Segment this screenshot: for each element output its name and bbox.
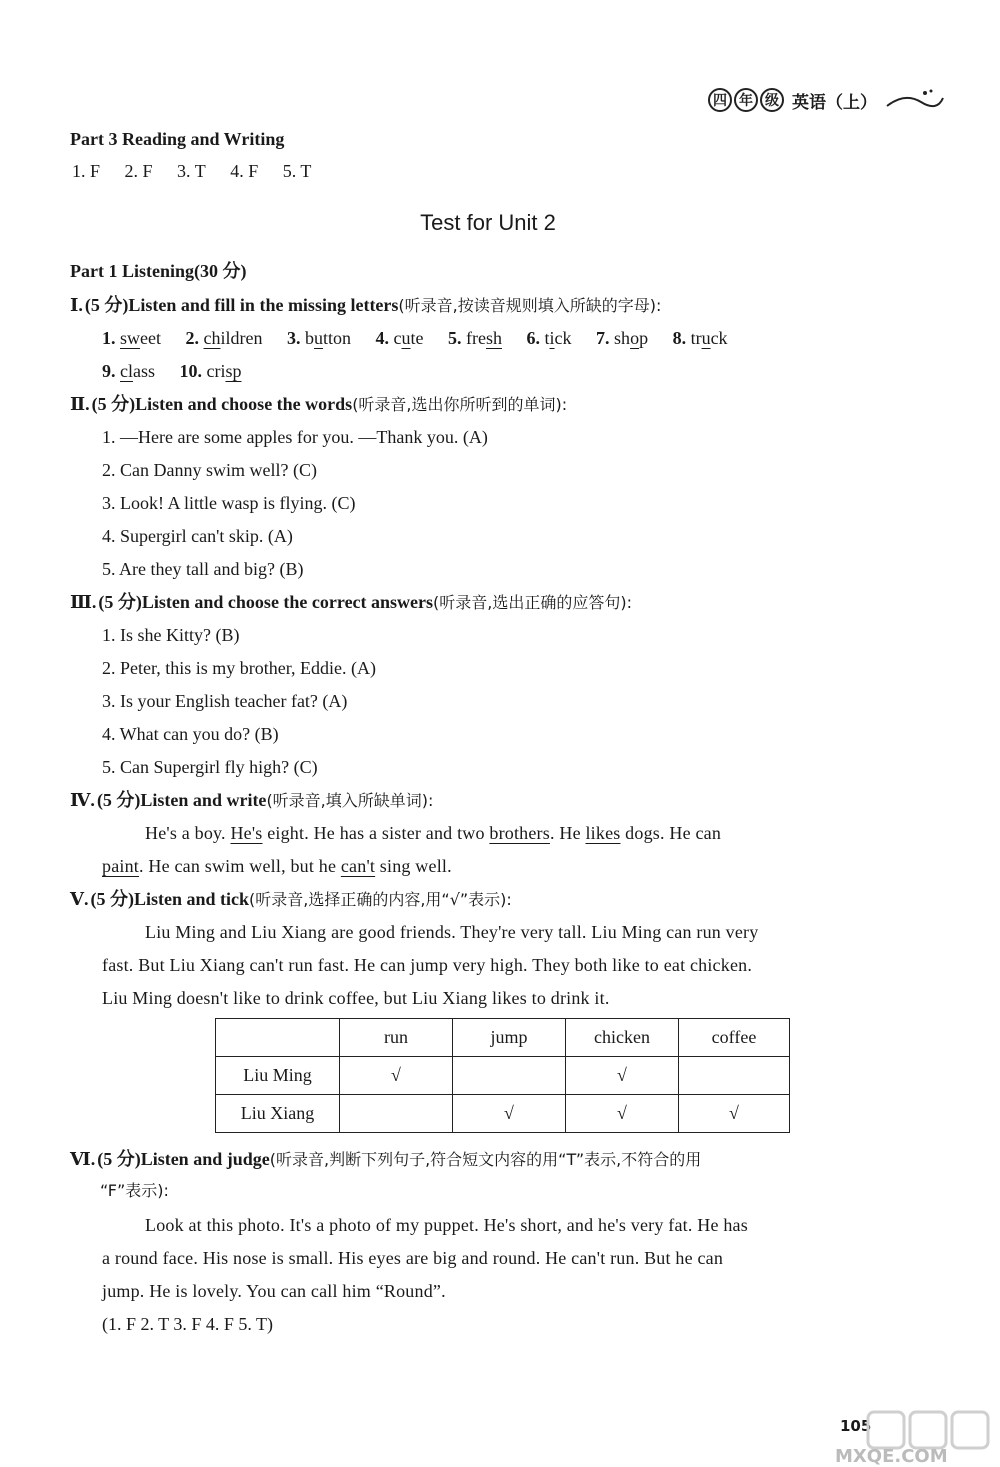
fill-item: 9. class xyxy=(102,361,155,381)
section-number: Ⅳ. xyxy=(70,790,95,810)
write-paragraph-line-2: paint. He can swim well, but he can't sing well. xyxy=(102,856,452,876)
section-label: (5 分)Listen and write xyxy=(96,790,267,810)
filled-word: can't xyxy=(340,856,376,876)
answer-line: 1. —Here are some apples for you. —Thank you. (A) xyxy=(102,427,488,447)
fill-item: 7. shop xyxy=(596,328,649,348)
answer-line: 4. What can you do? (B) xyxy=(102,724,279,744)
table-row xyxy=(216,1057,790,1095)
table-header-cell xyxy=(216,1019,340,1057)
table-cell: √ xyxy=(453,1095,566,1133)
table-header-cell: run xyxy=(340,1019,453,1057)
judge-paragraph-line: jump. He is lovely. You can call him “Round”. xyxy=(102,1281,446,1301)
fill-item: 3. button xyxy=(287,328,352,348)
section-instruction: (听录音,选择正确的内容,用“√”表示): xyxy=(248,890,512,909)
part3-answers xyxy=(72,162,311,180)
grade-char-3: 级 xyxy=(760,88,784,112)
answer-line: 1. Is she Kitty? (B) xyxy=(102,625,240,645)
table-cell xyxy=(453,1057,566,1095)
answer-line: 2. Can Danny swim well? (C) xyxy=(102,460,317,480)
table-row xyxy=(216,1095,790,1133)
answer-item: 4. F xyxy=(230,161,259,181)
subject-label: 英语（上） xyxy=(792,92,877,113)
fill-item: 2. children xyxy=(185,328,263,348)
fill-item: 8. truck xyxy=(672,328,728,348)
section-label: (5 分)Listen and choose the words xyxy=(91,394,353,414)
section-2-heading xyxy=(70,395,567,413)
section-instruction-cont: “F”表示): xyxy=(100,1181,169,1200)
part3-heading: Part 3 Reading and Writing xyxy=(70,129,285,149)
table-cell: Liu Xiang xyxy=(216,1095,340,1133)
answer-item: 5. T xyxy=(282,161,312,181)
section-5-heading xyxy=(70,890,512,908)
table-cell: √ xyxy=(340,1057,453,1095)
section-number: Ⅰ. xyxy=(70,295,83,315)
answer-line: 4. Supergirl can't skip. (A) xyxy=(102,526,293,546)
table-header-cell: coffee xyxy=(679,1019,790,1057)
section-3-heading xyxy=(70,593,632,611)
section-6-heading xyxy=(70,1150,701,1168)
section-instruction: (听录音,选出正确的应答句): xyxy=(433,593,633,612)
tick-paragraph-line: fast. But Liu Xiang can't run fast. He can jump very high. They both like to eat chicken. xyxy=(102,955,753,975)
table-cell: √ xyxy=(679,1095,790,1133)
answer-line: 5. Are they tall and big? (B) xyxy=(102,559,304,579)
write-paragraph-line-1: He's a boy. He's eight. He has a sister and two brothers. He likes dogs. He can xyxy=(145,823,722,843)
answer-item: 2. F xyxy=(124,161,153,181)
answer-item: 1. F xyxy=(72,161,101,181)
fill-item: 4. cute xyxy=(375,328,424,348)
section-instruction: (听录音,判断下列句子,符合短文内容的用“T”表示,不符合的用 xyxy=(269,1150,702,1169)
watermark-text: MXQE.COM xyxy=(835,1446,948,1467)
fill-item: 6. tick xyxy=(526,328,572,348)
section-label: (5 分)Listen and fill in the missing letters xyxy=(84,295,399,315)
section-instruction: (听录音,填入所缺单词): xyxy=(266,791,434,810)
section-number: Ⅱ. xyxy=(70,394,90,414)
fill-item: 5. fresh xyxy=(448,328,503,348)
table-header-cell: jump xyxy=(453,1019,566,1057)
table-cell xyxy=(679,1057,790,1095)
table-cell: √ xyxy=(566,1057,679,1095)
section-number: Ⅲ. xyxy=(70,592,97,612)
section-instruction: (听录音,选出你所听到的单词): xyxy=(352,395,568,414)
decorative-swoosh-icon xyxy=(885,88,945,112)
filled-word: paint xyxy=(102,856,139,876)
section-instruction: (听录音,按读音规则填入所缺的字母): xyxy=(398,296,662,315)
section-4-heading xyxy=(70,791,433,809)
answer-line: 3. Look! A little wasp is flying. (C) xyxy=(102,493,356,513)
tick-paragraph-line: Liu Ming doesn't like to drink coffee, but Liu Xiang likes to drink it. xyxy=(102,988,610,1008)
tick-table xyxy=(215,1018,790,1133)
section-label: (5 分)Listen and judge xyxy=(97,1149,270,1169)
section-number: Ⅴ. xyxy=(70,889,89,909)
page-title: Test for Unit 2 xyxy=(420,210,556,235)
judge-answers: (1. F 2. T 3. F 4. F 5. T) xyxy=(102,1314,274,1334)
grade-char-2: 年 xyxy=(734,88,758,112)
answer-line: 3. Is your English teacher fat? (A) xyxy=(102,691,348,711)
part1-heading: Part 1 Listening(30 分) xyxy=(70,261,247,281)
fill-letters-row-1 xyxy=(102,329,728,347)
filled-word: likes xyxy=(585,823,621,843)
table-cell: Liu Ming xyxy=(216,1057,340,1095)
table-header-row xyxy=(216,1019,790,1057)
filled-word: brothers xyxy=(489,823,550,843)
fill-letters-row-2 xyxy=(102,362,242,380)
tick-paragraph-line: Liu Ming and Liu Xiang are good friends. They're very tall. Liu Ming can run very xyxy=(145,922,759,942)
table-header-cell: chicken xyxy=(566,1019,679,1057)
page-number: 105 xyxy=(840,1417,872,1435)
section-label: (5 分)Listen and tick xyxy=(90,889,249,909)
header-badge xyxy=(708,86,945,114)
answer-line: 2. Peter, this is my brother, Eddie. (A) xyxy=(102,658,377,678)
judge-paragraph-line: Look at this photo. It's a photo of my puppet. He's short, and he's very fat. He has xyxy=(145,1215,748,1235)
answer-line: 5. Can Supergirl fly high? (C) xyxy=(102,757,318,777)
fill-item: 1. sweet xyxy=(102,328,161,348)
table-cell: √ xyxy=(566,1095,679,1133)
section-number: Ⅵ. xyxy=(70,1149,96,1169)
grade-char-1: 四 xyxy=(708,88,732,112)
table-cell xyxy=(340,1095,453,1133)
filled-word: He's xyxy=(230,823,263,843)
section-label: (5 分)Listen and choose the correct answers xyxy=(98,592,434,612)
answer-item: 3. T xyxy=(177,161,206,181)
section-1-heading xyxy=(70,296,661,314)
fill-item: 10. crisp xyxy=(179,361,242,381)
judge-paragraph-line: a round face. His nose is small. His eyes are big and round. He can't run. But he can xyxy=(102,1248,724,1268)
